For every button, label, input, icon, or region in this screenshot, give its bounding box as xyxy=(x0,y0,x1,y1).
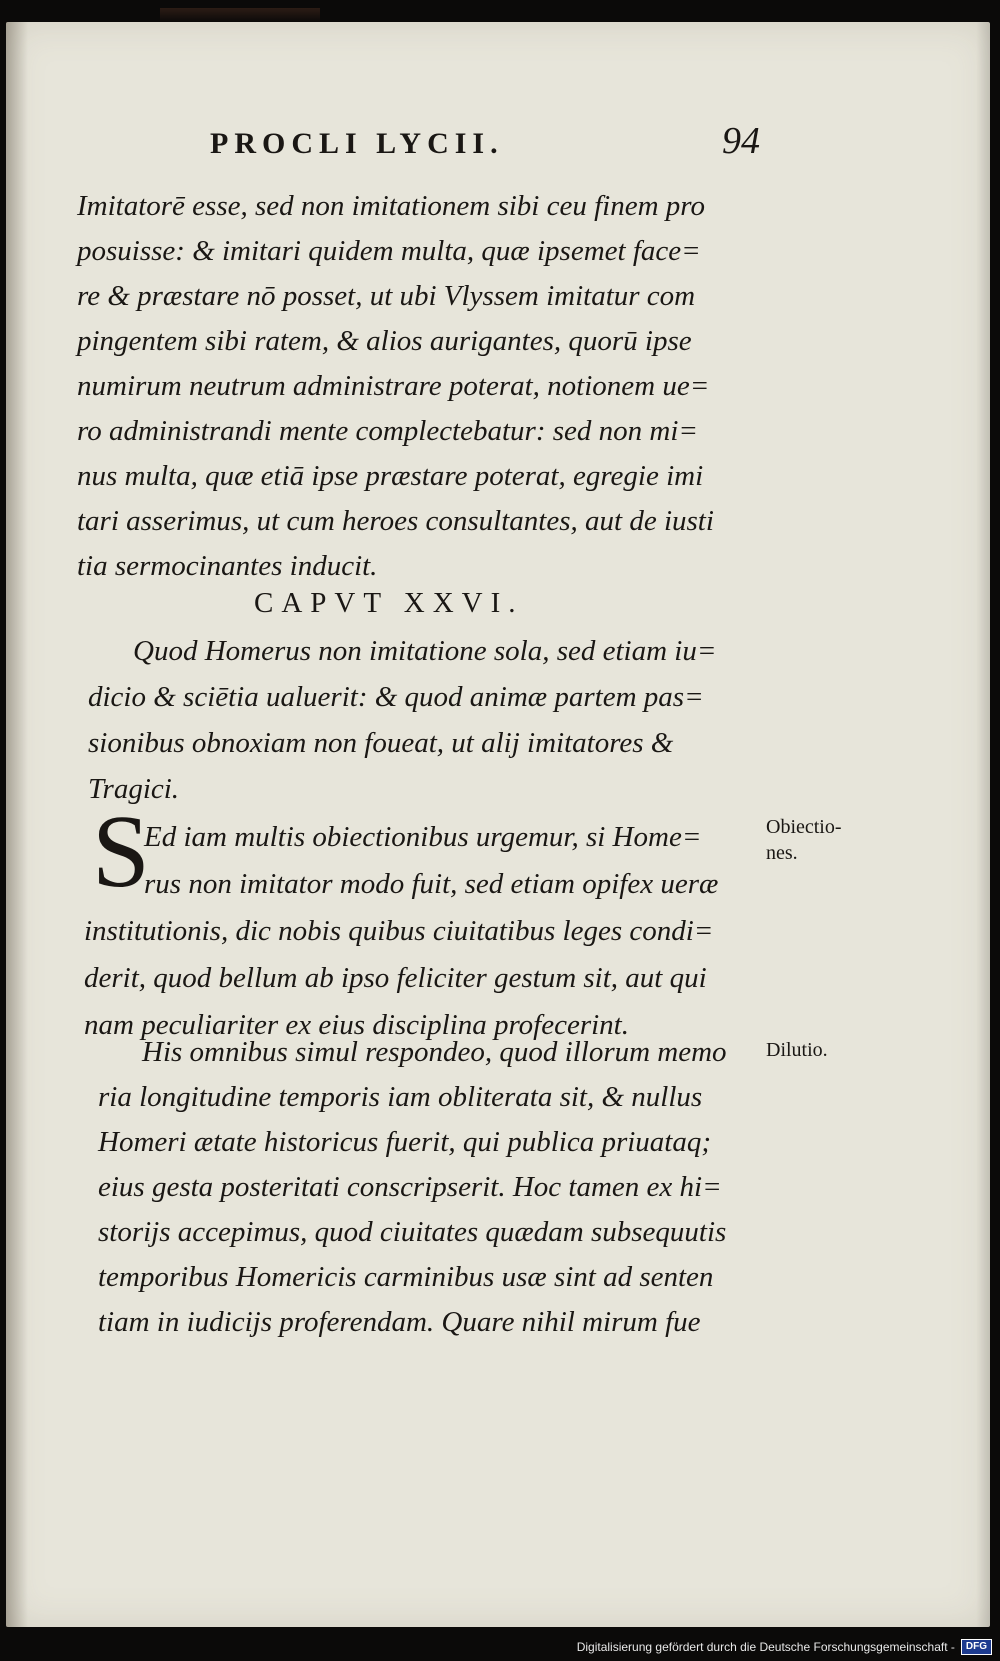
summary-line: Tragici. xyxy=(88,773,180,805)
text-line: Homeri ætate historicus fuerit, qui publica priuataq; xyxy=(98,1126,712,1158)
marginal-line: nes. xyxy=(766,842,798,864)
text-line: pingentem sibi ratem, & alios aurigantes, quorū ipse xyxy=(77,325,692,357)
spine-shadow xyxy=(6,22,28,1627)
text-line: His omnibus simul respondeo, quod illorum memo xyxy=(142,1036,727,1068)
text-line: numirum neutrum administrare poterat, notionem ue= xyxy=(77,370,710,402)
page-header xyxy=(6,117,990,167)
text-line: Ed iam multis obiectionibus urgemur, si Home= xyxy=(144,821,702,853)
text-line: ria longitudine temporis iam obliterata sit, & nullus xyxy=(98,1081,703,1113)
paragraph-response xyxy=(98,1030,788,1345)
summary-line: dicio & sciētia ualuerit: & quod animæ partem pas= xyxy=(88,681,704,713)
text-line: tia sermocinantes inducit. xyxy=(77,550,378,582)
paragraph-objections xyxy=(84,814,784,1049)
text-line: ro administrandi mente complectebatur: sed non mi= xyxy=(77,415,698,447)
text-line: Imitatorē esse, sed non imitationem sibi ceu finem pro xyxy=(77,190,705,222)
marginal-line: Obiectio- xyxy=(766,816,842,838)
text-line: temporibus Homericis carminibus usæ sint ad senten xyxy=(98,1261,714,1293)
page-edge xyxy=(976,22,990,1627)
text-line: nus multa, quæ etiā ipse præstare poterat, egregie imi xyxy=(77,460,704,492)
dfg-logo: DFG xyxy=(961,1639,992,1655)
text-line: posuisse: & imitari quidem multa, quæ ipsemet face= xyxy=(77,235,701,267)
book-page xyxy=(6,22,990,1627)
text-line: storijs accepimus, quod ciuitates quædam subsequutis xyxy=(98,1216,727,1248)
drop-cap: S xyxy=(92,794,150,909)
text-line: derit, quod bellum ab ipso feliciter gestum sit, aut qui xyxy=(84,962,707,994)
digitization-credit xyxy=(577,1635,992,1659)
chapter-summary xyxy=(88,628,768,812)
page-number: 94 xyxy=(722,120,760,162)
text-line: tari asserimus, ut cum heroes consultantes, aut de iusti xyxy=(77,505,714,537)
text-line: eius gesta posteritati conscripserit. Hoc tamen ex hi= xyxy=(98,1171,722,1203)
summary-line: Quod Homerus non imitatione sola, sed etiam iu= xyxy=(133,635,717,667)
text-line: institutionis, dic nobis quibus ciuitatibus leges condi= xyxy=(84,915,714,947)
credit-text: Digitalisierung gefördert durch die Deutsche Forschungsgemeinschaft - xyxy=(576,1640,955,1654)
marginal-note-objections xyxy=(766,814,842,866)
book-top-edge xyxy=(160,8,320,22)
text-line: rus non imitator modo fuit, sed etiam opifex ueræ xyxy=(144,868,719,900)
running-head: PROCLI LYCII. xyxy=(210,127,504,160)
paragraph-continuation xyxy=(77,184,777,589)
text-line: re & præstare nō posset, ut ubi Vlyssem imitatur com xyxy=(77,280,696,312)
chapter-heading: CAPVT XXVI. xyxy=(254,587,524,619)
text-line: tiam in iudicijs proferendam. Quare nihil mirum fue xyxy=(98,1306,701,1338)
marginal-note-dilutio: Dilutio. xyxy=(766,1039,828,1061)
text-line: nam peculiariter ex eius disciplina profecerint. xyxy=(84,1009,629,1041)
summary-line: sionibus obnoxiam non foueat, ut alij imitatores & xyxy=(88,727,674,759)
